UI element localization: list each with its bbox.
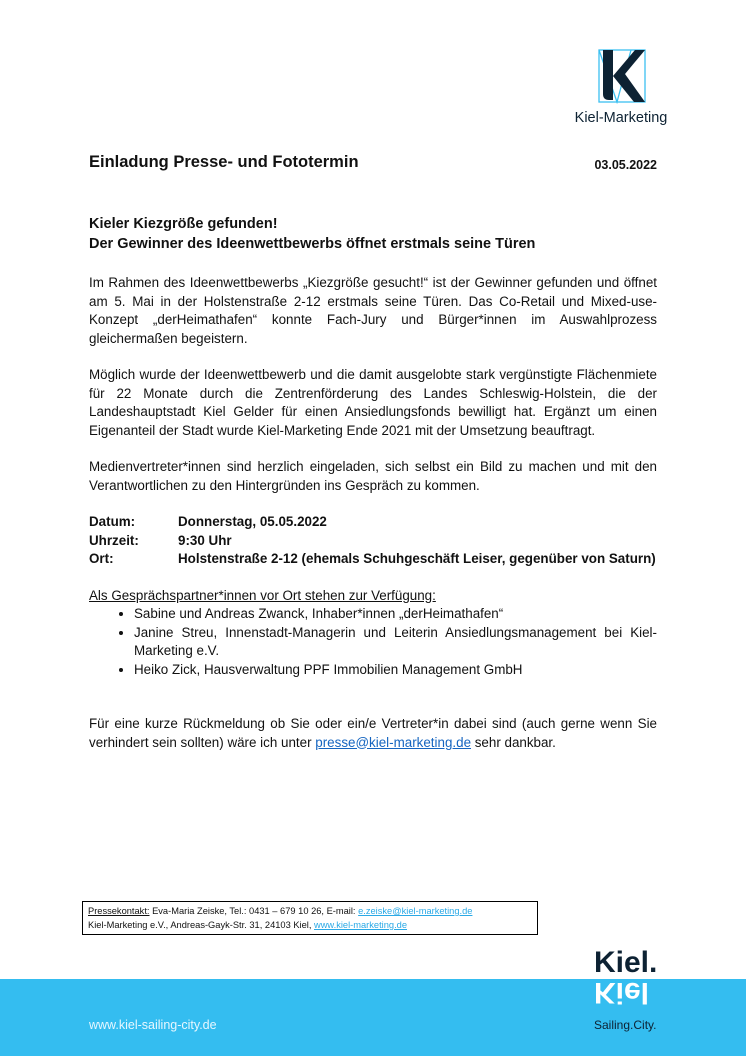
- event-info: [89, 513, 657, 569]
- paragraph: Medienvertreter*innen sind herzlich eingeladen, sich selbst ein Bild zu machen und mit den Verantwortlichen zu den Hintergründen ins Gespräch zu kommen.: [89, 459, 657, 493]
- info-value: 9:30 Uhr: [178, 532, 232, 548]
- main-content: [89, 215, 657, 770]
- contact-email-link[interactable]: e.zeiske@kiel-marketing.de: [358, 906, 473, 916]
- k-logo-icon: [595, 48, 647, 104]
- press-contact-box: [82, 901, 538, 935]
- list-item: • Janine Streu, Innenstadt-Managerin und Leiterin Ansiedlungsmanagement bei Kiel-Marketing e.V.: [134, 624, 657, 661]
- closing-paragraph: [89, 715, 657, 752]
- slogan: Sailing.City.: [594, 1018, 657, 1032]
- info-value: Donnerstag, 05.05.2022: [178, 514, 327, 529]
- contact-address: Kiel-Marketing e.V., Andreas-Gayk-Str. 31, 24103 Kiel,: [88, 920, 314, 930]
- info-label: Uhrzeit:: [89, 532, 139, 548]
- partners-list: [89, 605, 657, 679]
- info-label: Ort:: [89, 551, 114, 566]
- paragraph: Im Rahmen des Ideenwettbewerbs „Kiezgröße gesucht!“ ist der Gewinner gefunden und öffnet am 5. Mai in der Holstenstraße 2-12 erstmals seine Türen. Das Co-Retail und Mixed-use-Konzept „derHeimathafen“ konnte Fach-Jury und Bürger*innen im Auswahlprozess gleichermaßen begeistern.: [89, 275, 657, 346]
- press-email-link[interactable]: presse@kiel-marketing.de: [315, 734, 472, 750]
- contact-label: Pressekontakt:: [88, 906, 150, 916]
- closing-text: Für eine kurze Rückmeldung ob Sie oder ein/e Vertreter*in dabei sind (auch gerne wenn Sie verhindert sein sollten) wäre ich unter: [89, 716, 657, 750]
- footer-url[interactable]: www.kiel-sailing-city.de: [89, 1018, 217, 1032]
- contact-text: Eva-Maria Zeiske, Tel.: 0431 – 679 10 26, E-mail:: [149, 906, 359, 916]
- headline-line-1: Kieler Kiezgröße gefunden!: [89, 216, 278, 232]
- logo-text: Kiel-Marketing: [574, 110, 668, 126]
- kiel-brand-logo: Kiel.: [594, 946, 658, 979]
- info-label: Datum:: [89, 514, 136, 529]
- kiel-brand-mirror: Kiel: [594, 976, 650, 1009]
- document-date: 03.05.2022: [594, 158, 657, 172]
- kiel-marketing-logo: [566, 48, 676, 126]
- list-item: • Sabine und Andreas Zwanck, Inhaber*innen „derHeimathafen“: [134, 605, 657, 624]
- headline-line-2: Der Gewinner des Ideenwettbewerbs öffnet erstmals seine Türen: [89, 235, 536, 252]
- list-item: • Heiko Zick, Hausverwaltung PPF Immobilien Management GmbH: [134, 661, 657, 680]
- paragraph: Möglich wurde der Ideenwettbewerb und die damit ausgelobte stark vergünstigte Flächenmiete für 22 Monate durch die Zentrenförderung des Landes Schleswig-Holstein, die der Landeshauptstadt Kiel Gelder für einen Ansiedlungsfonds bewilligt hat. Ergänzt um einen Eigenanteil der Stadt wurde Kiel-Marketing Ende 2021 mit der Umsetzung beauftragt.: [89, 367, 657, 438]
- partners-heading: Als Gesprächspartner*innen vor Ort stehen zur Verfügung:: [89, 587, 436, 603]
- info-value: Holstenstraße 2-12 (ehemals Schuhgeschäft Leiser, gegenüber von Saturn): [178, 551, 656, 566]
- website-link[interactable]: www.kiel-marketing.de: [314, 920, 408, 930]
- closing-text-end: sehr dankbar.: [471, 734, 556, 750]
- headline: [89, 215, 657, 254]
- page-title: Einladung Presse- und Fototermin: [89, 153, 359, 171]
